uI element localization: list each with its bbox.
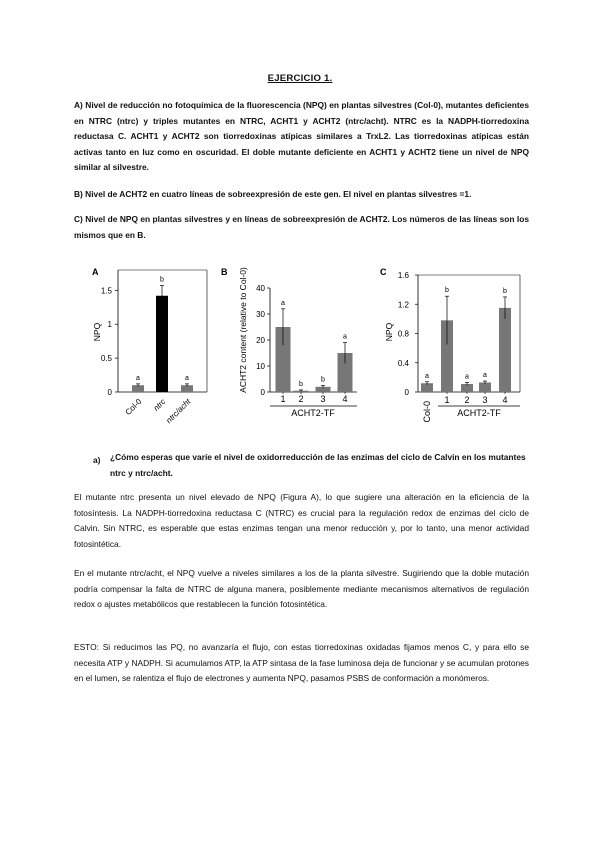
x-tick-label-c: Col-0 (422, 401, 432, 423)
question-text: ¿Cómo esperas que varíe el nivel de oxidorreducción de las enzimas del ciclo de Calvin en los mutantes ntrc y ntrc/acht. (110, 452, 526, 478)
y-tick-label-b: 10 (256, 362, 265, 371)
x-tick-label-c: 4 (502, 395, 508, 405)
y-tick-label-a: 1.5 (100, 286, 112, 296)
y-tick-label-b: 20 (256, 336, 265, 345)
significance-label-c: a (465, 373, 469, 381)
x-tick-label-a: Col-0 (123, 397, 144, 417)
bar-a (156, 296, 168, 392)
bars-b (276, 300, 353, 392)
x-tick-label-c: 1 (444, 395, 450, 405)
y-tick-label-b: 30 (256, 310, 265, 319)
y-axis-label-a: NPQ (92, 322, 102, 342)
chart-panel-c (380, 267, 520, 423)
y-ticks-b (267, 288, 270, 392)
intro-paragraph-b: B) Nivel de ACHT2 en cuatro líneas de sobreexpresión de este gen. El nivel en plantas silvestres =1. (74, 189, 472, 199)
y-tick-label-a: 0 (107, 388, 112, 397)
y-tick-labels-b (256, 284, 265, 397)
y-tick-label-c: 0.8 (397, 329, 409, 339)
significance-label-c: b (445, 287, 449, 295)
panel-label-c: C (380, 267, 387, 277)
y-tick-labels-c (398, 271, 410, 397)
x-tick-labels-a (124, 397, 193, 426)
y-tick-label-c: 1.2 (397, 300, 409, 310)
y-axis-label-c: NPQ (384, 322, 394, 342)
y-tick-labels-a (101, 286, 113, 397)
y-tick-label-c: 0.4 (397, 358, 409, 368)
y-ticks-c (415, 275, 418, 392)
significance-label-b: a (343, 333, 347, 341)
panel-label-a: A (92, 267, 99, 277)
intro-paragraph-c: C) Nivel de NPQ en plantas silvestres y en líneas de sobreexpresión de ACHT2. Los números de las líneas son los mismos que en B. (74, 214, 529, 240)
chart-panel-a (92, 267, 207, 425)
x-tick-label-a: ntrc/acht (164, 397, 193, 426)
significance-label-c: b (503, 287, 507, 295)
answer-paragraph-1: El mutante ntrc presenta un nivel elevado de NPQ (Figura A), lo que sugiere una alteración en la eficiencia de la fotosíntesis. La NADPH-tiorredoxina reductasa C (NTRC) es crucial para la regulación redox de enzimas del ciclo de Calvin. Sin NTRC, es esperable que estas enzimas tengan una menor reducción y, por lo tanto, una menor actividad fotosintética. (74, 492, 529, 549)
x-tick-label-b: 4 (342, 394, 348, 404)
bars-c (421, 287, 511, 392)
answer-paragraph-2: En el mutante ntrc/acht, el NPQ vuelve a niveles similares a los de la planta silvestre. Sugiriendo que la doble mutación podría compensar la falta de NTRC de alguna manera, posiblemente mediante mecanismos alternativos de regulación redox o ajustes metabólicos que restablecen la función fotosintética. (74, 568, 529, 609)
y-tick-label-a: 1 (107, 320, 112, 330)
y-tick-label-b: 40 (256, 284, 265, 293)
significance-label-c: a (483, 372, 487, 380)
x-tick-label-c: 3 (482, 395, 488, 405)
bars-a (132, 277, 193, 392)
significance-label-b: b (299, 380, 303, 388)
panel-label-b: B (221, 267, 228, 277)
significance-label-a: a (136, 374, 140, 382)
y-axis-label-b: ACHT2 content (relative to Col-0) (238, 267, 248, 393)
x-axis-label-b: ACHT2-TF (291, 408, 335, 418)
y-tick-label-a: 0.5 (100, 354, 112, 364)
answer-paragraph-3: ESTO: Si reducimos las PQ, no avanzaría el flujo, con estas tiorredoxinas oxidadas fijamos menos C, y para ello se necesita ATP y NADPH. Si acumulamos ATP, la ATP sintasa de la fase luminosa deja de funcionar y se acumulan protones en el lumen, se ralentiza el flujo de electrones y aumenta NPQ, pasamos PSBS de conformación a monómeros. (74, 642, 529, 683)
exercise-title: EJERCICIO 1. (267, 73, 333, 84)
figure-panels (0, 255, 600, 445)
significance-label-b: b (321, 376, 325, 384)
intro-paragraph-a: A) Nivel de reducción no fotoquímica de la fluorescencia (NPQ) en plantas silvestres (Col-0), mutantes deficientes en NTRC (ntrc) y triples mutantes en NTRC, ACHT1 y ACHT2 (ntrc/acht). NTRC es la NADPH-tiorredoxina reductasa C. ACHT1 y ACHT2 son tiorredoxinas atípicas similares a TrxL2. Las tiorredoxinas atípicas están activas tanto en luz como en oscuridad. El doble mutante deficiente en ACHT1 y ACHT2 tiene un nivel de NPQ similar al silvestre. (74, 100, 529, 172)
y-tick-label-b: 0 (260, 388, 265, 397)
x-tick-label-a: ntrc (151, 397, 168, 413)
x-tick-label-b: 3 (320, 394, 326, 404)
question-marker: a) (93, 455, 101, 465)
y-tick-label-c: 0 (404, 388, 409, 397)
x-axis-label-c: ACHT2-TF (457, 408, 501, 418)
significance-label-a: a (185, 374, 189, 382)
bar-c (499, 308, 511, 392)
y-tick-label-c: 1.6 (397, 271, 409, 280)
x-tick-label-c: 2 (464, 395, 470, 405)
significance-label-b: a (281, 299, 285, 307)
chart-panel-b (221, 267, 357, 418)
x-tick-label-b: 1 (280, 394, 286, 404)
x-tick-labels-b (280, 392, 347, 404)
x-tick-label-b: 2 (298, 394, 304, 404)
y-ticks-a (115, 290, 118, 392)
significance-label-c: a (425, 372, 429, 380)
significance-label-a: b (160, 276, 164, 284)
